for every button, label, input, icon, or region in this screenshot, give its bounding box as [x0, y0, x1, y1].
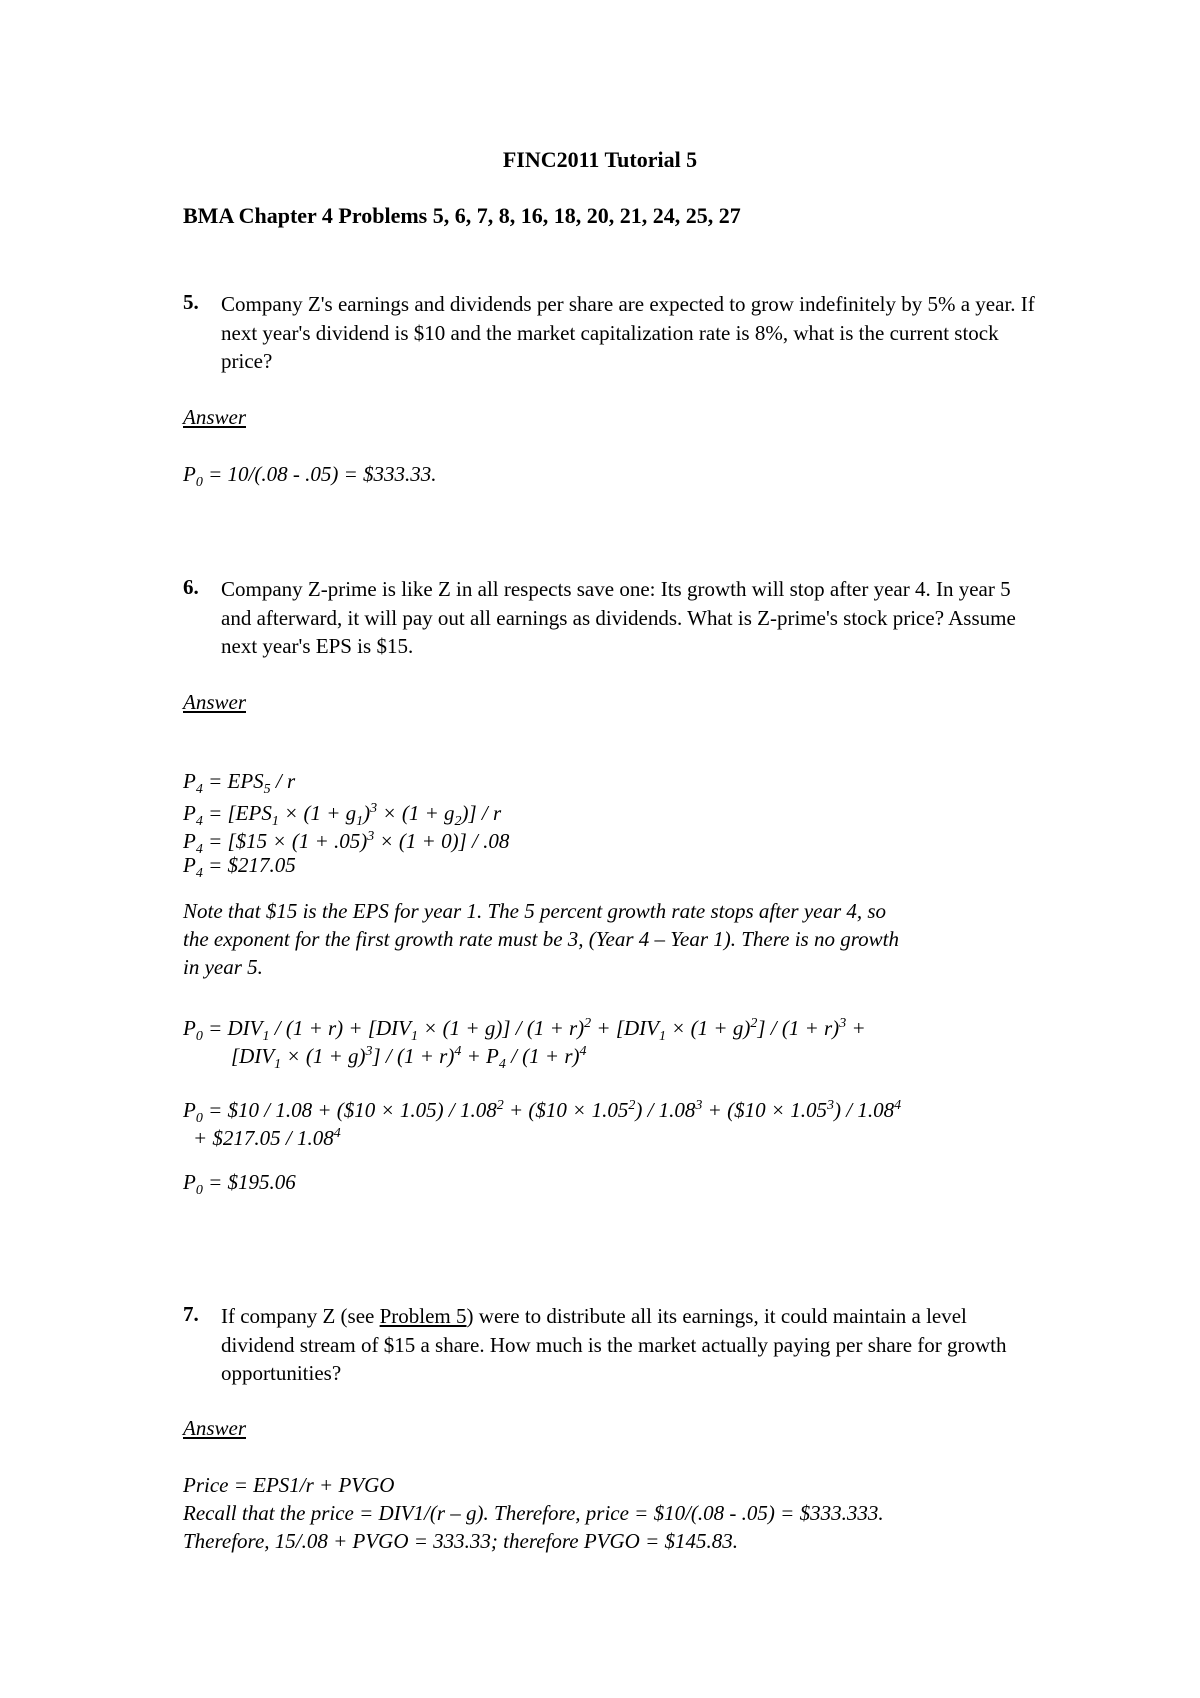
equation-line [183, 851, 296, 889]
answer-line: Therefore, 15/.08 + PVGO = 333.33; therefore PVGO = $145.83. [183, 1529, 738, 1553]
problem-5-link[interactable]: Problem 5 [379, 1304, 467, 1328]
answer-label: Answer [183, 405, 246, 429]
eq-p4-values: $P_4$ = [$15 × $(1 + .05)^3 \times (1 + 0)] / .08$ [183, 829, 510, 858]
answer-line: Price = EPS1/r + PVGO [183, 1473, 395, 1497]
problem-7 [183, 1302, 1043, 1388]
problem-5 [183, 290, 1043, 376]
question-text: If company Z (see [221, 1304, 380, 1328]
eq-p0-general-1: $P_0 = DIV_1 / (1 + r) + [DIV_1 \times (1 + g)] / (1 + r)^2 + [DIV_1 \times (1 + g)^2] / (1 + r)^3$ + [183, 1016, 866, 1045]
eq-p4-eps5: $P_4 = EPS_5 / r$ [183, 769, 296, 798]
eq-p0-general-2: $[DIV_1 \times (1 + g)^3] / (1 + r)^4 + P_4 / (1 + r)^4$ [231, 1044, 587, 1073]
problem-text: Company Z-prime is like Z in all respects save one: Its growth will stop after year 4. In year 5 and afterward, it will pay out all earnings as dividends. What is Z-prime's stock price? Assume next year's EPS is $15. [221, 577, 1016, 658]
answer-line: Recall that the price = DIV1/(r – g). Therefore, price = $10/(.08 - .05) = $333.333. [183, 1501, 884, 1525]
problem-6 [183, 575, 1043, 661]
question-text: ) were to distribute all its earnings, it could maintain a level dividend stream of $15 a share. How much is the market actually paying per share for growth opportunities? [221, 1304, 1007, 1385]
note-line: in year 5. [183, 955, 263, 979]
problem-number: 7. [183, 1302, 199, 1326]
problem-text [221, 1302, 1043, 1388]
eq-p0-values-1: $P_0$ = $10 / 1.08 + ($10 × $1.05) / 1.08^2$ + ($10 × $1.05^2) / 1.08^3$ + ($10 × $1.05^3) / 1.08^4$ [183, 1098, 902, 1127]
chapter-heading: BMA Chapter 4 Problems 5, 6, 7, 8, 16, 18, 20, 21, 24, 25, 27 [183, 203, 741, 228]
answer-equation [183, 460, 436, 498]
document-title: FINC2011 Tutorial 5 [502, 147, 698, 172]
eq-p4-result: $P_4$ = $217.05 [183, 853, 296, 882]
equation-line [183, 1168, 296, 1206]
eq-p0-values-2: + $217.05 / 1.08$^4$ [193, 1126, 341, 1150]
formula-p0: $P_0 = 10/(.08 - .05)$ = $333.33. [183, 462, 437, 491]
equation-line [183, 1038, 587, 1080]
eq-p0-result: $P_0$ = $195.06 [183, 1170, 296, 1199]
problem-text: Company Z's earnings and dividends per share are expected to grow indefinitely by 5% a year. If next year's dividend is $10 and the market capitalization rate is 8%, what is the current stock price? [221, 292, 1035, 373]
answer-label: Answer [183, 690, 246, 714]
eq-p4-general: $P_4 = [EPS_1 \times (1 + g_1)^3 \times (1 + g_2)] / r$ [183, 801, 502, 830]
note-line: the exponent for the first growth rate must be 3, (Year 4 – Year 1). There is no growth [183, 927, 899, 951]
problem-number: 6. [183, 575, 199, 599]
answer-label: Answer [183, 1416, 246, 1440]
problem-number: 5. [183, 290, 199, 314]
note-line: Note that $15 is the EPS for year 1. The 5 percent growth rate stops after year 4, so [183, 899, 887, 923]
equation-line [183, 1120, 341, 1153]
